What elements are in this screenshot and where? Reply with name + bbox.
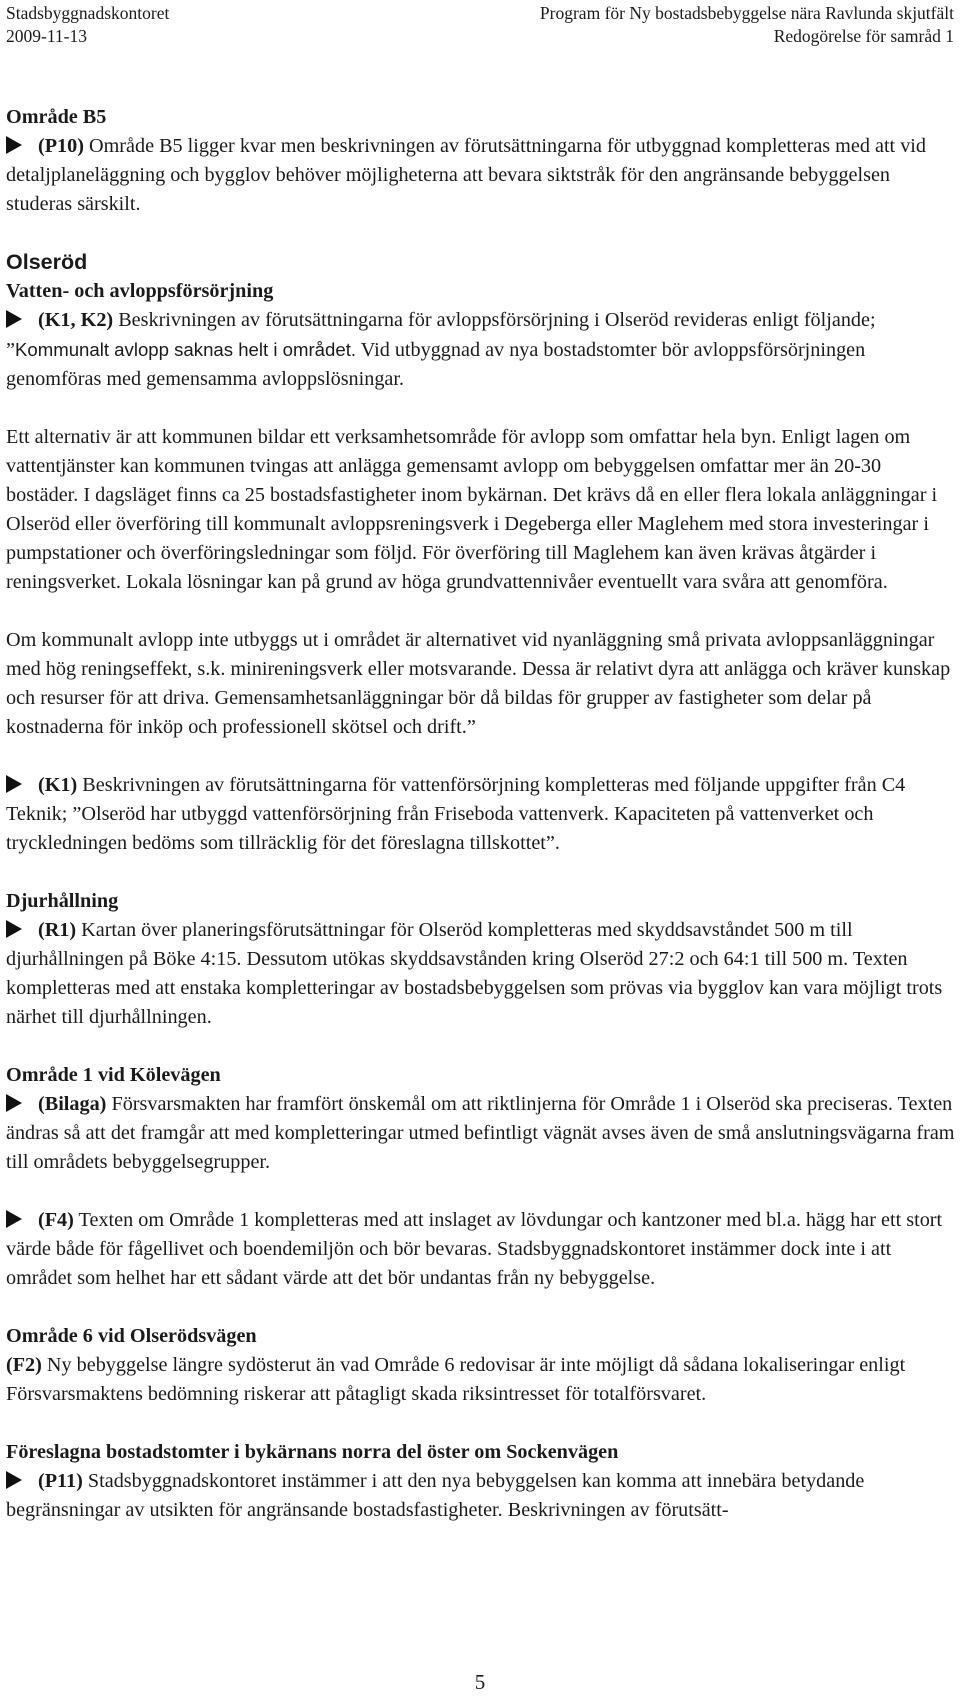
paragraph-text: Ny bebyggelse längre sydösterut än vad Område 6 redovisar är inte möjligt då sådana lokaliseringar enligt Försvarsmaktens bedömning riskerar att påtagligt skada riksintresset för totalförsvaret.: [6, 1354, 906, 1405]
paragraph-foreslagna: [6, 1467, 956, 1525]
paragraph-omrade-1-bilaga: [6, 1090, 956, 1177]
subheading-vatten-avlopp: Vatten- och avloppsförsörjning: [6, 280, 274, 302]
paragraph-text: Beskrivningen av förutsättningarna för vattenförsörjning kompletteras med följande uppgifter från C4 Teknik; ”Olseröd har utbyggd vattenförsörjning från Friseboda vattenverk. Kapaciteten på vattenverket och tryckledningen bedöms som tillräcklig för det föreslagna tillskottet”.: [6, 774, 906, 854]
header-program: Program för Ny bostadsbebyggelse nära Ravlunda skjutfält: [539, 3, 954, 23]
paragraph-text: Beskrivningen av förutsättningarna för avloppsförsörjning i Olseröd revideras enligt följande; ”: [6, 309, 876, 361]
reference-tag: (K1, K2): [38, 309, 114, 331]
bullet-arrow-icon: [6, 136, 22, 154]
paragraph-text: Område B5 ligger kvar men beskrivningen av förutsättningarna för utbyggnad kompletteras med att vid detaljplaneläggning och bygglov behöver möjligheterna att bevara siktstråk för den angränsande bebyggelsen studeras särskilt.: [6, 135, 927, 215]
page-number: 5: [474, 1670, 486, 1694]
heading-djurhallning: Djurhållning: [6, 890, 119, 912]
header-date: 2009-11-13: [6, 26, 88, 46]
reference-tag: (P11): [38, 1470, 83, 1492]
header-report: Redogörelse för samråd 1: [773, 26, 954, 46]
heading-omrade-1: Område 1 vid Kölevägen: [6, 1064, 221, 1086]
bullet-arrow-icon: [6, 1094, 22, 1112]
bullet-arrow-icon: [6, 1471, 22, 1489]
page-header: [6, 2, 954, 48]
bullet-arrow-icon: [6, 1210, 22, 1228]
paragraph-b5: [6, 132, 956, 219]
paragraph-text: Försvarsmakten har framfört önskemål om att riktlinjerna för Område 1 i Olseröd ska preciseras. Texten ändras så att det framgår att med kompletteringar utmed befintligt vägnät avses även de små anslutningsvägarna fram till områdets bebyggelsegrupper.: [6, 1093, 955, 1173]
reference-tag: (F4): [38, 1209, 74, 1231]
paragraph-omrade-1-f4: [6, 1206, 956, 1293]
reference-tag: (P10): [38, 135, 84, 157]
bullet-arrow-icon: [6, 920, 22, 938]
heading-omrade-b5: Område B5: [6, 106, 107, 128]
paragraph-text: Vid utbyggnad av nya bostadstomter bör avloppsförsörjningen genomföras med gemensamma avloppslösningar.: [6, 339, 866, 390]
bullet-arrow-icon: [6, 775, 22, 793]
heading-olserod: Olseröd: [6, 250, 88, 274]
reference-tag: (Bilaga): [38, 1093, 107, 1115]
header-org: Stadsbyggnadskontoret: [6, 3, 170, 23]
paragraph-alternativ: Ett alternativ är att kommunen bildar ett verksamhetsområde för avlopp som omfattar hela byn. Enligt lagen om vattentjänster kan kommunen tvingas att anlägga gemensamt avlopp om bebyggelsen omfattar mer än 20-30 bostäder. I dagsläget finns ca 25 bostadsfastigheter inom bykärnan. Det krävs då en eller flera lokala anläggningar i Olseröd eller överföring till kommunalt avloppsreningsverk i Degeberga eller Maglehem med stora investeringar i pumpstationer och överföringsledningar som följd. För överföring till Maglehem kan även krävas åtgärder i reningsverket. Lokala lösningar kan på grund av höga grundvattennivåer eventuellt vara svåra att genomföra.: [6, 426, 938, 593]
paragraph-text: Stadsbyggnadskontoret instämmer i att den nya bebyggelsen kan komma att innebära betydande begränsningar av utsikten för angränsande bostadsfastigheter. Beskrivningen av förutsätt-: [6, 1470, 865, 1521]
quoted-text: Kommunalt avlopp saknas helt i området.: [14, 339, 357, 360]
reference-tag: (R1): [38, 919, 77, 941]
paragraph-avlopp-revision: [6, 306, 956, 394]
bullet-arrow-icon: [6, 310, 22, 328]
paragraph-text: Texten om Område 1 kompletteras med att inslaget av lövdungar och kantzoner med bl.a. hägg har ett stort värde både för fågellivet och boendemiljön och bör bevaras. Stadsbyggnadskontoret instämmer dock inte i att området som helhet har ett sådant värde att det bör undantas från ny bebyggelse.: [6, 1209, 943, 1289]
paragraph-omrade-6: [6, 1351, 956, 1409]
heading-omrade-6: Område 6 vid Olserödsvägen: [6, 1325, 257, 1347]
paragraph-djurhallning: [6, 916, 956, 1032]
paragraph-vattenforsorjning: [6, 771, 956, 858]
paragraph-text: Kartan över planeringsförutsättningar för Olseröd kompletteras med skyddsavståndet 500 m till djurhållningen på Böke 4:15. Dessutom utökas skyddsavstånden kring Olseröd 27:2 och 64:1 till 500 m. Texten kompletteras med att enstaka kompletteringar av bostadsbebyggelsen som prövas via bygglov kan vara möjligt trots närhet till djurhållningen.: [6, 919, 943, 1028]
reference-tag: (F2): [6, 1354, 42, 1376]
reference-tag: (K1): [38, 774, 78, 796]
document-body: [6, 103, 956, 1525]
heading-foreslagna-bostadstomter: Föreslagna bostadstomter i bykärnans norra del öster om Sockenvägen: [6, 1441, 619, 1463]
paragraph-kommunalt-avlopp: Om kommunalt avlopp inte utbyggs ut i området är alternativet vid nyanläggning små privata avloppsanläggningar med hög reningseffekt, s.k. minireningsverk eller motsvarande. Dessa är relativt dyra att anlägga och kräver kunskap och resurser för att driva. Gemensamhetsanläggningar bör då bildas för grupper av fastigheter som delar på kostnaderna för inköp och professionell skötsel och drift.”: [6, 629, 951, 738]
